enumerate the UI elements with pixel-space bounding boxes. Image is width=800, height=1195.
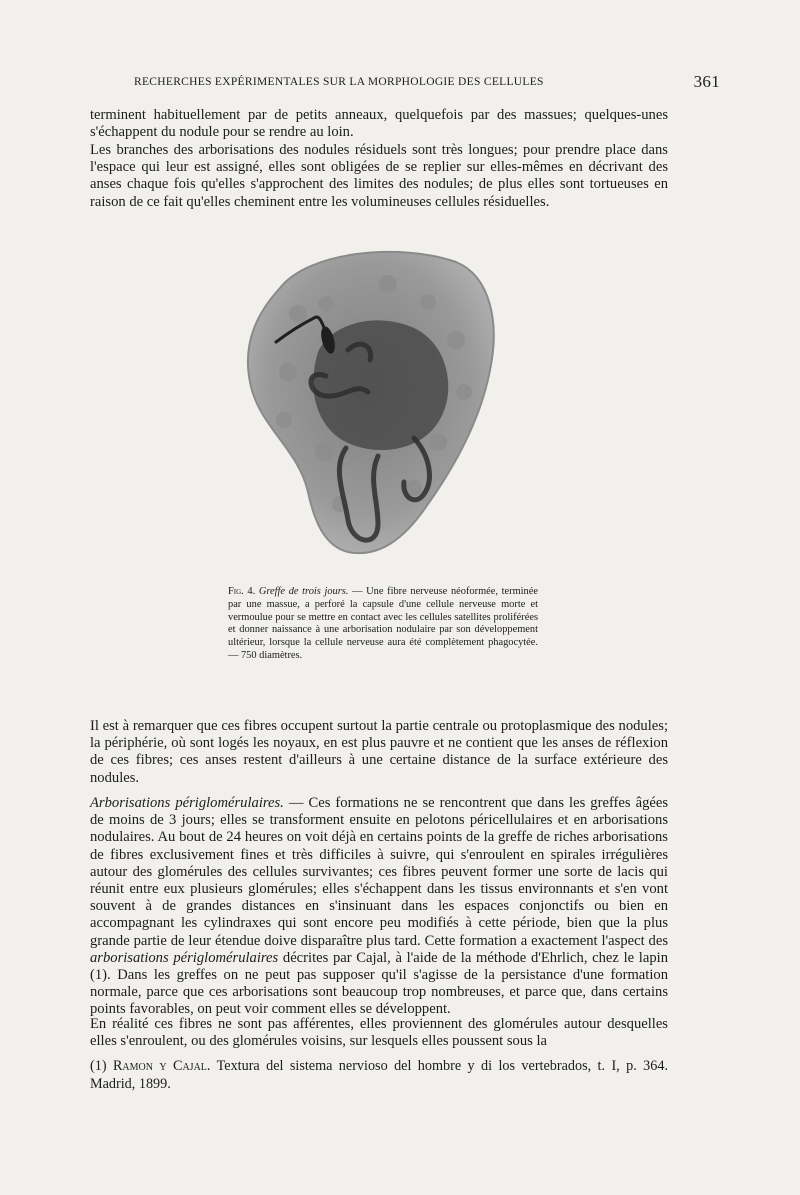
paragraph-5-text: En réalité ces fibres ne sont pas afférentes, elles proviennent des glomérules autour desquelles elles s'enroulent, ou des glomérules voisins, sur lesquels elles poussent sous la [90, 1016, 668, 1050]
figure-title: Greffe de trois jours. [258, 586, 349, 597]
figure-caption [228, 586, 538, 663]
paragraph-1 [90, 107, 668, 141]
paragraph-5 [90, 1016, 668, 1050]
paragraph-3-text: Il est à remarquer que ces fibres occupent surtout la partie centrale ou protoplasmique des nodules; la périphérie, où sont logés les noyaux, en est plus pauvre et ne contient que les anses de réflexion de ces fibres; ces anses restent d'ailleurs à une certaine distance de la surface extérieure des nodules. [90, 718, 668, 786]
paragraph-4-emphasis: arborisations périglomérulaires [90, 949, 279, 966]
page-number: 361 [693, 72, 720, 91]
paragraph-4-text [90, 795, 668, 1019]
footnote-text: . Textura del sistema nervioso del hombre y di los vertebrados, t. I, p. 364. Madrid, 1899. [90, 1058, 668, 1092]
figure-label: Fig. 4. [228, 586, 256, 597]
paragraph-2 [90, 142, 668, 211]
paragraph-3 [90, 718, 668, 787]
micrograph-image [228, 242, 510, 560]
paragraph-4-part-a: — Ces formations ne se rencontrent que dans les greffes âgées de moins de 3 jours; elles se transforment ensuite en pelotons péricellulaires et en arborisations nodulaires. Au bout de 24 heures on voit déjà en certains points de la greffe de riches arborisations de fibres exclusivement fines et très difficiles à suivre, qui s'enroulent en spirales irrégulières autour des glomérules des cellules survivantes; ces fibres peuvent former une sorte de lacis qui réunit entre eux plusieurs glomérules; elles s'échappent dans les tissus environnants et s'en vont souvent à de grandes distances en s'insinuant dans les espaces conjonctifs ou bien en accompagnant les cylindraxes qui sont encore peu modifiés à cette période, bien que la plus grande partie de leur étendue doive disparaître plus tard. Cette formation a exactement l'aspect des [90, 795, 668, 949]
paragraph-4-part-b: décrites par Cajal, à l'aide de la méthode d'Ehrlich, chez le lapin (1). Dans les greffes on ne peut pas supposer qu'il s'agisse de la persistance d'une formation normale, parce que ces arborisations sont beaucoup trop nombreuses, et parce que, dans certains points favorables, on peut voir comment elles se développent. [90, 949, 668, 1018]
figure-text: — Une fibre nerveuse néoformée, terminée par une massue, a perforé la capsule d'une cellule nerveuse morte et vermoulue pour se mettre en contact avec les cellules satellites proliférées et donner naissance à une arborisation nodulaire par son développement ultérieur, lorsque la cellule nerveuse aura été complètement phagocytée. — 750 diamètres. [228, 586, 538, 661]
footnote-author: Ramon y Cajal [112, 1058, 207, 1074]
running-title: RECHERCHES EXPÉRIMENTALES SUR LA MORPHOLOGIE DES CELLULES [134, 76, 544, 88]
paragraph-2-text: Les branches des arborisations des nodules résiduels sont très longues; pour prendre place dans l'espace qui leur est assigné, elles sont obligées de se replier sur elles-mêmes en décrivant des anses chaque fois qu'elles s'approchent des limites des nodules; de plus elles sont tortueuses en raison de ce fait qu'elles cheminent entre les volumineuses cellules résiduelles. [90, 142, 668, 210]
footnote [90, 1058, 668, 1093]
paragraph-1-text: terminent habituellement par de petits anneaux, quelquefois par des massues; quelques-unes s'échappent du nodule pour se rendre au loin. [90, 107, 668, 141]
footnote-marker: (1) [90, 1058, 113, 1074]
micrograph-figure [228, 242, 510, 560]
paragraph-4 [90, 795, 668, 1019]
section-heading: Arborisations périglomérulaires. [90, 795, 284, 811]
